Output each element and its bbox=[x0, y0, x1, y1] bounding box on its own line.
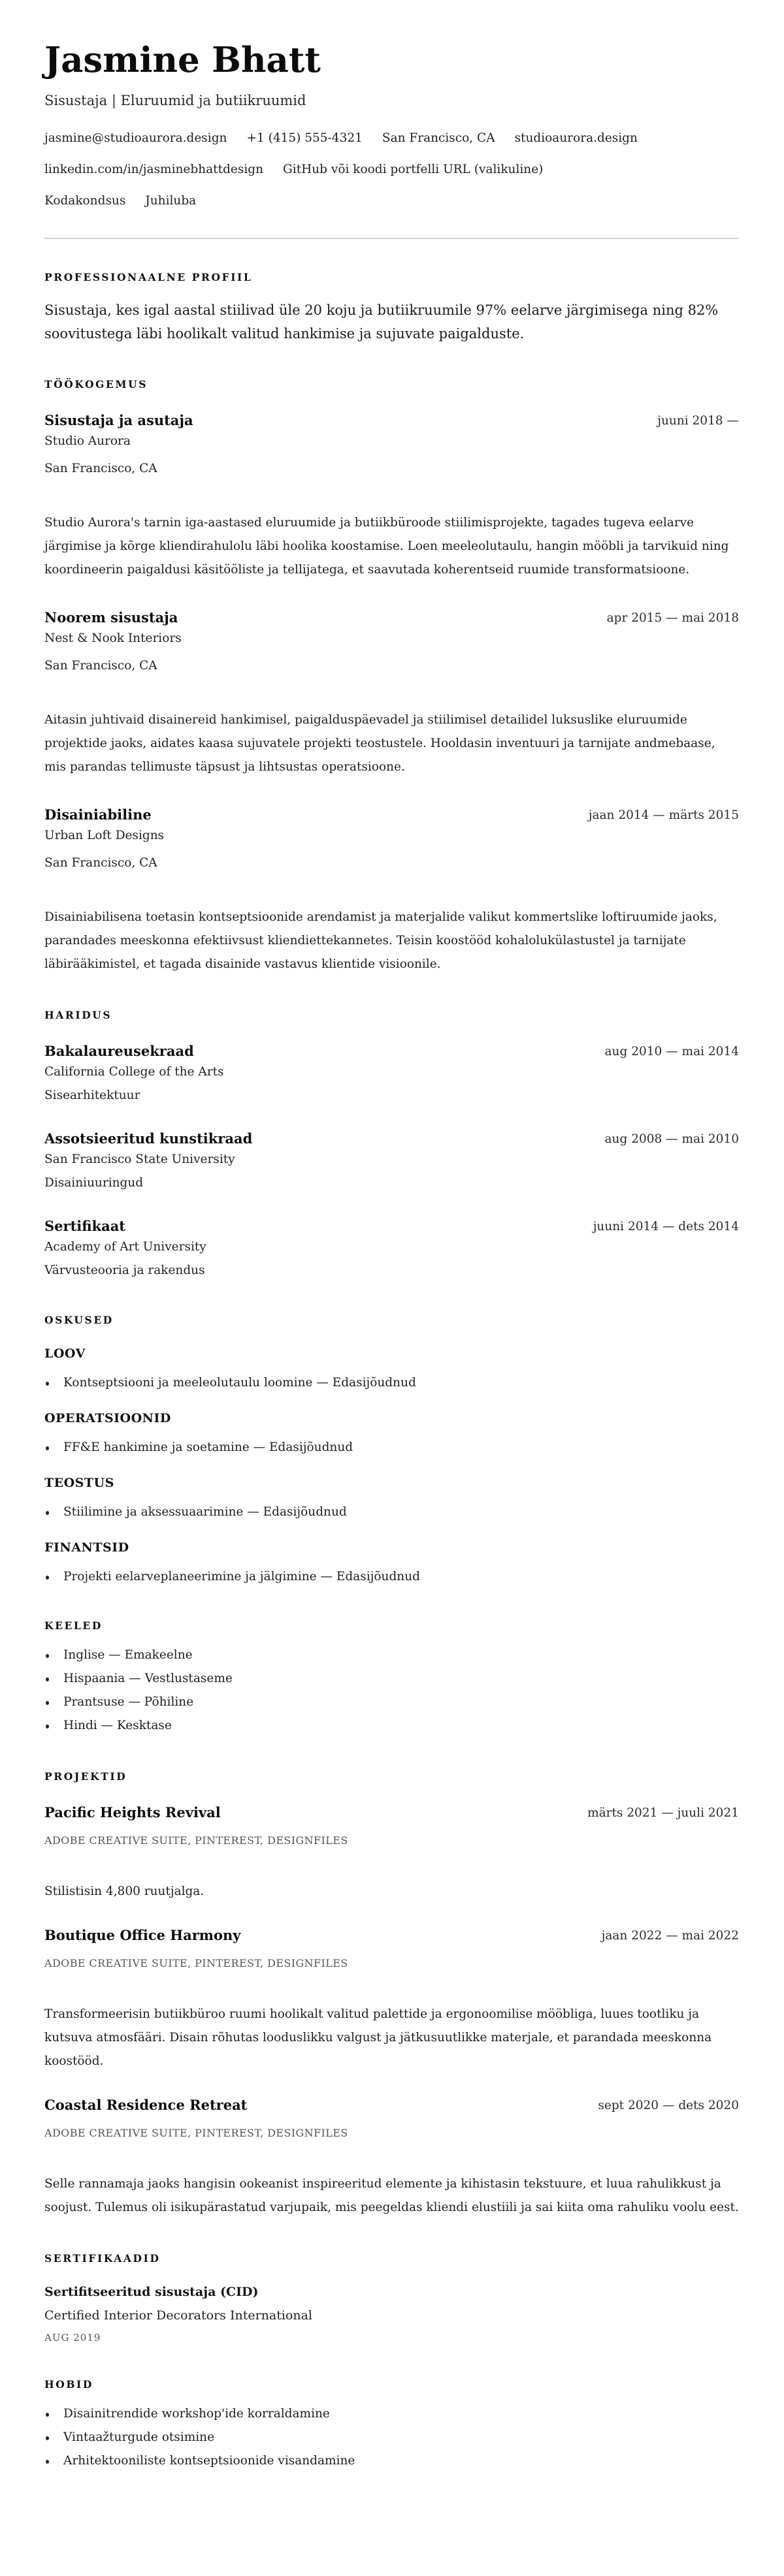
job-date: jaan 2014 — märts 2015 bbox=[588, 808, 739, 822]
education-date: juuni 2014 — dets 2014 bbox=[593, 1219, 739, 1233]
section-heading: PROJEKTID bbox=[44, 1770, 127, 1783]
skill-list bbox=[44, 1373, 739, 1393]
certification-name: Sertifitseeritud sisustaja (CID) bbox=[44, 2285, 259, 2299]
section-heading: HOBID bbox=[44, 2378, 93, 2391]
degree: Assotsieeritud kunstikraad bbox=[44, 1130, 253, 1147]
project-entry bbox=[44, 2095, 739, 2219]
skill-item: Projekti eelarveplaneerimine ja jälgimine — Edasijõudnud bbox=[44, 1566, 739, 1587]
skill-item: Stiilimine ja aksessuaarimine — Edasijõudnud bbox=[44, 1502, 739, 1523]
job-date: juuni 2018 — bbox=[657, 413, 739, 428]
job-entry bbox=[44, 411, 739, 582]
field-of-study: Disainiuuringud bbox=[44, 1176, 144, 1190]
field-of-study: Sisearhitektuur bbox=[44, 1089, 140, 1102]
job-company: Urban Loft Designs bbox=[44, 829, 165, 842]
skill-category: TEOSTUS bbox=[44, 1476, 114, 1490]
job-date: apr 2015 — mai 2018 bbox=[606, 611, 739, 625]
email-link[interactable]: jasmine@studioaurora.design bbox=[44, 131, 227, 145]
project-tools: ADOBE CREATIVE SUITE, PINTEREST, DESIGNFILES bbox=[44, 1957, 348, 1969]
language-list bbox=[44, 1644, 739, 1738]
job-description: Disainiabilisena toetasin kontseptsioonide arendamist ja materjalide valikut kommertslike loftiruumide jaoks, parandades meeskonna efektiivsust kliendiettekannetes. Teisin koostööd kohalolukülastustel ja tarnijate läbirääkimistel, et tagada disainide vastavus klientide visioonile. bbox=[44, 910, 717, 971]
language-item: Inglise — Emakeelne bbox=[44, 1644, 739, 1667]
project-description: Stilistisin 4,800 ruutjalga. bbox=[44, 1884, 204, 1898]
contact-row bbox=[44, 185, 739, 217]
project-date: sept 2020 — dets 2020 bbox=[598, 2098, 739, 2112]
project-description: Selle rannamaja jaoks hangisin ookeanist inspireeritud elemente ja kihistasin tekstuure, et luua rahulikkust ja soojust. Tulemus oli isikupärastatud varjupaik, mis peegeldas kliendi elustiili ja sai kiita oma rahuliku voolu eest. bbox=[44, 2177, 739, 2214]
location: San Francisco, CA bbox=[382, 131, 495, 145]
certification-date: AUG 2019 bbox=[44, 2332, 101, 2344]
skill-category: FINANTSID bbox=[44, 1540, 129, 1555]
project-name: Boutique Office Harmony bbox=[44, 1927, 241, 1943]
education-date: aug 2010 — mai 2014 bbox=[604, 1044, 739, 1058]
job-location: San Francisco, CA bbox=[44, 856, 157, 870]
section-heading: PROFESSIONAALNE PROFIIL bbox=[44, 271, 253, 283]
job-location: San Francisco, CA bbox=[44, 659, 157, 673]
github-link[interactable]: GitHub või koodi portfelli URL (valikuline) bbox=[283, 163, 544, 176]
project-name: Pacific Heights Revival bbox=[44, 1804, 221, 1821]
degree: Sertifikaat bbox=[44, 1218, 126, 1234]
skill-list bbox=[44, 1566, 739, 1587]
citizenship: Kodakondsus bbox=[44, 194, 126, 208]
school: Academy of Art University bbox=[44, 1240, 206, 1254]
job-title: Noorem sisustaja bbox=[44, 609, 178, 626]
linkedin-link[interactable]: linkedin.com/in/jasminebhattdesign bbox=[44, 163, 263, 176]
hobby-item: Disainitrendide workshop'ide korraldamine bbox=[44, 2402, 739, 2426]
section-heading: TÖÖKOGEMUS bbox=[44, 378, 148, 390]
section-heading: SERTIFIKAADID bbox=[44, 2252, 161, 2265]
project-date: jaan 2022 — mai 2022 bbox=[601, 1928, 739, 1943]
school: San Francisco State University bbox=[44, 1153, 235, 1166]
hobby-item: Vintaažturgude otsimine bbox=[44, 2426, 739, 2449]
profile-text: Sisustaja, kes igal aastal stiilivad üle 20 koju ja butiikruumile 97% eelarve järgimisega ning 82% soovitustega läbi hoolikalt valitud hankimise ja sujuvate paigalduste. bbox=[44, 302, 719, 342]
language-item: Prantsuse — Põhiline bbox=[44, 1691, 739, 1714]
school: California College of the Arts bbox=[44, 1065, 224, 1079]
certification-issuer: Certified Interior Decorators International bbox=[44, 2308, 313, 2323]
language-item: Hispaania — Vestlustaseme bbox=[44, 1667, 739, 1691]
experience-section bbox=[44, 377, 739, 976]
job-description: Studio Aurora's tarnin iga-aastased eluruumide ja butiikbüroode stiilimisprojekte, tagades tugeva eelarve järgimise ja kõrge kliendirahulolu läbi hoolika koostamise. Loen meeleolutaulu, hangin mööbli ja tarvikuid ning koordineerin paigaldusi käsitööliste ja tellijatega, et saavutada koherentseid ruumide transformatsioone. bbox=[44, 516, 729, 577]
job-entry bbox=[44, 608, 739, 779]
resume-header bbox=[44, 40, 739, 217]
contact-info bbox=[44, 123, 739, 217]
projects-section bbox=[44, 1769, 739, 2219]
education-section bbox=[44, 1008, 739, 1281]
section-heading: HARIDUS bbox=[44, 1009, 112, 1021]
hobby-list bbox=[44, 2402, 739, 2473]
hobby-item: Arhitektooniliste kontseptsioonide visandamine bbox=[44, 2449, 739, 2473]
education-entry bbox=[44, 1042, 739, 1106]
project-description: Transformeerisin butiikbüroo ruumi hoolikalt valitud palettide ja ergonoomilise mööbliga, luues tootliku ja kutsuva atmosfääri. Disain rõhutas looduslikku valgust ja jätkusuutlikke materjale, et parandada meeskonna koostööd. bbox=[44, 2007, 712, 2068]
skill-item: FF&E hankimine ja soetamine — Edasijõudnud bbox=[44, 1437, 739, 1458]
project-entry bbox=[44, 1926, 739, 2073]
phone: +1 (415) 555-4321 bbox=[246, 131, 363, 145]
education-date: aug 2008 — mai 2010 bbox=[604, 1132, 739, 1146]
project-date: märts 2021 — juuli 2021 bbox=[587, 1805, 739, 1820]
contact-row bbox=[44, 123, 739, 154]
contact-row bbox=[44, 154, 739, 185]
candidate-subtitle: Sisustaja | Eluruumid ja butiikruumid bbox=[44, 93, 306, 108]
project-name: Coastal Residence Retreat bbox=[44, 2097, 248, 2113]
skill-category: OPERATSIOONID bbox=[44, 1411, 171, 1425]
job-company: Studio Aurora bbox=[44, 434, 131, 448]
job-company: Nest & Nook Interiors bbox=[44, 631, 182, 645]
education-entry bbox=[44, 1129, 739, 1194]
job-title: Sisustaja ja asutaja bbox=[44, 412, 193, 428]
education-entry bbox=[44, 1216, 739, 1281]
skills-section bbox=[44, 1312, 739, 1587]
language-item: Hindi — Kesktase bbox=[44, 1714, 739, 1738]
website-link[interactable]: studioaurora.design bbox=[514, 131, 638, 145]
section-heading: KEELED bbox=[44, 1619, 103, 1632]
hobbies-section bbox=[44, 2377, 739, 2473]
certifications-section bbox=[44, 2251, 739, 2345]
drivers-license: Juhiluba bbox=[145, 194, 197, 208]
languages-section bbox=[44, 1618, 739, 1738]
candidate-name: Jasmine Bhatt bbox=[44, 40, 321, 80]
section-heading: OSKUSED bbox=[44, 1314, 114, 1326]
project-entry bbox=[44, 1803, 739, 1903]
project-tools: ADOBE CREATIVE SUITE, PINTEREST, DESIGNFILES bbox=[44, 2127, 348, 2139]
skill-item: Kontseptsiooni ja meeleolutaulu loomine — Edasijõudnud bbox=[44, 1373, 739, 1393]
skill-list bbox=[44, 1437, 739, 1458]
project-tools: ADOBE CREATIVE SUITE, PINTEREST, DESIGNFILES bbox=[44, 1834, 348, 1847]
degree: Bakalaureusekraad bbox=[44, 1043, 194, 1059]
job-description: Aitasin juhtivaid disainereid hankimisel, paigalduspäevadel ja stiilimisel detailidel luksuslike eluruumide projektide jaoks, aidates kaasa sujuvatele projekti teostustele. Hooldasin inventuuri ja tarnijate andmebaase, mis parandas tellimuste täpsust ja lihtsustas operatsioone. bbox=[44, 713, 715, 774]
job-entry bbox=[44, 805, 739, 976]
skill-list bbox=[44, 1502, 739, 1523]
job-location: San Francisco, CA bbox=[44, 462, 157, 475]
field-of-study: Värvusteooria ja rakendus bbox=[44, 1264, 205, 1277]
job-title: Disainiabiline bbox=[44, 806, 152, 823]
header-divider bbox=[44, 238, 739, 239]
profile-section bbox=[44, 270, 739, 345]
skill-category: LOOV bbox=[44, 1346, 86, 1361]
